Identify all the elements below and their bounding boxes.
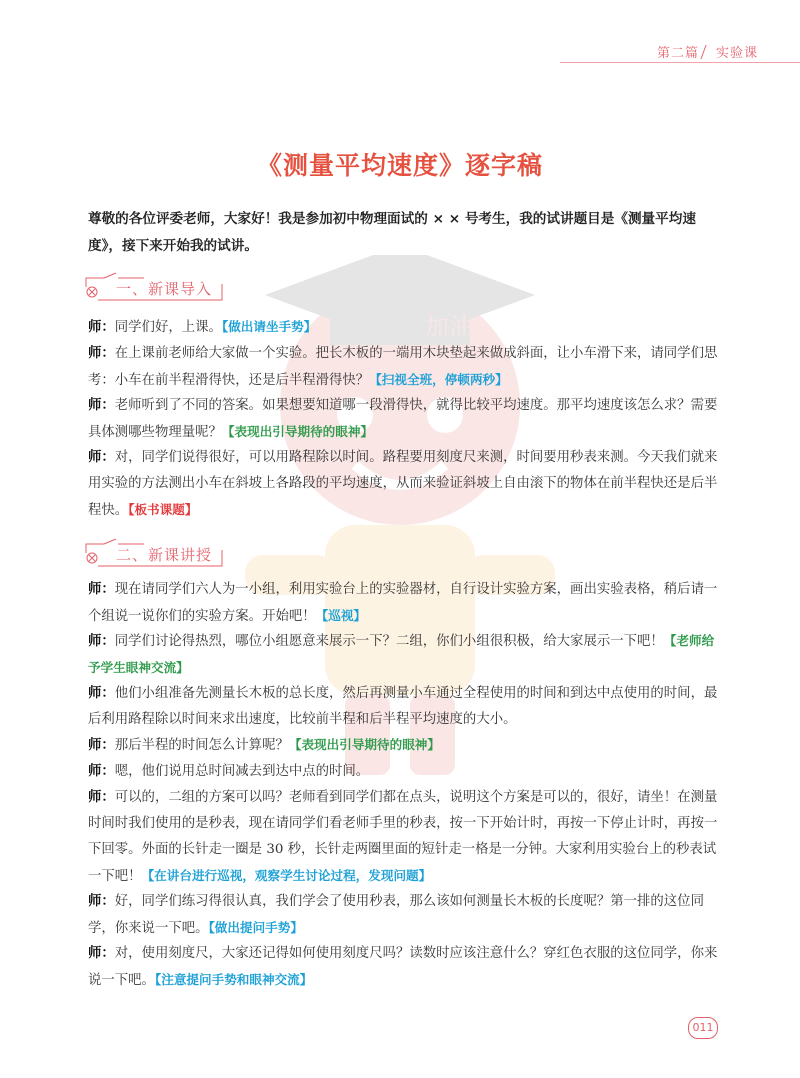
dialogue-paragraph xyxy=(88,888,718,942)
watermark-cheer-text: 加油！ xyxy=(425,313,497,341)
speaker-label: 师： xyxy=(88,397,115,413)
paragraph-text: 在上课前老师给大家做一个实验。把长木板的一端用木块垫起来做成斜面，让小车滑下来，请同学们思考：小车在前半程滑得快，还是后半程滑得快？ xyxy=(88,346,718,388)
speaker-label: 师： xyxy=(88,945,115,961)
stage-direction: 【注意提问手势和眼神交流】 xyxy=(154,972,313,987)
paragraph-text: 可以的，二组的方案可以吗？老师看到同学们都在点头，说明这个方案是可以的，很好，请坐！在测量时间时我们使用的是秒表，现在请同学们看老师手里的秒表，按一下开始计时，再按一下停止计时，再按一下回零。外面的长针走一圈是 30 秒，长针走两圈里面的短针走一格是一分钟。大家利用实验台上的秒表试一下吧！ xyxy=(88,790,718,884)
section-label: 一、新课导入 xyxy=(116,280,213,298)
stage-direction: 【扫视全班，停顿两秒】 xyxy=(369,372,508,387)
paragraph-text: 那后半程的时间怎么计算呢？ xyxy=(114,738,289,753)
paragraph-text: 对，使用刻度尺，大家还记得如何使用刻度尺吗？读数时应该注意什么？穿红色衣服的这位同学，你来说一下吧。 xyxy=(88,946,718,988)
paragraph-text: 同学们讨论得热烈，哪位小组愿意来展示一下？二组，你们小组很积极，给大家展示一下吧！ xyxy=(114,634,664,649)
paragraph-text: 好，同学们练习得很认真，我们学会了使用秒表，那么该如何测量长木板的长度呢？第一排的这位同学，你来说一下吧。 xyxy=(88,894,704,936)
page-number: 011 xyxy=(688,1017,718,1039)
header-separator xyxy=(700,45,714,59)
section-label: 二、新课讲授 xyxy=(116,546,213,564)
dialogue-paragraph xyxy=(88,732,718,759)
dialogue-paragraph xyxy=(88,576,718,630)
stage-direction: 【巡视】 xyxy=(315,608,367,623)
paragraph-text: 对，同学们说得很好，可以用路程除以时间。路程要用刻度尺来测，时间要用秒表来测。今天我们就来用实验的方法测出小车在斜坡上各路段的平均速度，从而来验证斜坡上自由滚下的物体在前半程快还是后半程快。 xyxy=(88,450,718,518)
speaker-label: 师： xyxy=(88,633,115,649)
section-heading-lecture xyxy=(84,538,224,568)
header-rule xyxy=(560,62,800,63)
speaker-label: 师： xyxy=(88,893,115,909)
speaker-label: 师： xyxy=(88,581,115,597)
dialogue-paragraph xyxy=(88,940,718,994)
dialogue-paragraph xyxy=(88,758,718,785)
section-heading-intro xyxy=(84,272,224,302)
dialogue-paragraph xyxy=(88,444,718,524)
stage-direction: 【做出请坐手势】 xyxy=(221,319,317,334)
stage-direction: 【在讲台进行巡视，观察学生讨论过程，发现问题】 xyxy=(141,868,432,883)
dialogue-paragraph xyxy=(88,628,718,682)
header-part: 第二篇 xyxy=(656,46,699,61)
stage-direction: 【老师给予学生眼神交流】 xyxy=(88,633,715,675)
dialogue-paragraph xyxy=(88,392,718,446)
stage-direction: 【表现出引导期待的眼神】 xyxy=(221,424,374,439)
speaker-label: 师： xyxy=(88,685,115,701)
page-title: 《测量平均速度》逐字稿 xyxy=(256,151,543,180)
dialogue-paragraph xyxy=(88,784,718,890)
speaker-label: 师： xyxy=(88,763,115,779)
dialogue-paragraph xyxy=(88,340,718,394)
running-header xyxy=(657,42,758,61)
speaker-label: 师： xyxy=(88,319,115,335)
paragraph-text: 老师听到了不同的答案。如果想要知道哪一段滑得快，就得比较平均速度。那平均速度该怎么求？需要具体测哪些物理量呢？ xyxy=(88,398,718,440)
paragraph-text: 他们小组准备先测量长木板的总长度，然后再测量小车通过全程使用的时间和到达中点使用的时间，最后利用路程除以时间来求出速度，比较前半程和后半程平均速度的大小。 xyxy=(88,686,718,727)
speaker-label: 师： xyxy=(88,737,115,753)
intro-paragraph: 尊敬的各位评委老师，大家好！我是参加初中物理面试的 × × 号考生，我的试讲题目是《测量平均速度》，接下来开始我的试讲。 xyxy=(88,211,696,254)
stage-direction: 【做出提问手势】 xyxy=(208,920,303,935)
header-category: 实验课 xyxy=(715,46,758,61)
stage-direction: 【表现出引导期待的眼神】 xyxy=(288,737,440,752)
speaker-label: 师： xyxy=(88,789,115,805)
paragraph-text: 嗯，他们说用总时间减去到达中点的时间。 xyxy=(114,764,370,779)
speaker-label: 师： xyxy=(88,449,115,465)
dialogue-paragraph xyxy=(88,314,718,341)
speaker-label: 师： xyxy=(88,345,115,361)
stage-direction: 【板书课题】 xyxy=(128,502,198,517)
paragraph-text: 同学们好，上课。 xyxy=(114,320,222,335)
paragraph-text: 现在请同学们六人为一小组，利用实验台上的实验器材，自行设计实验方案，画出实验表格，稍后请一个组说一说你们的实验方案。开始吧！ xyxy=(88,582,718,624)
dialogue-paragraph xyxy=(88,680,718,733)
